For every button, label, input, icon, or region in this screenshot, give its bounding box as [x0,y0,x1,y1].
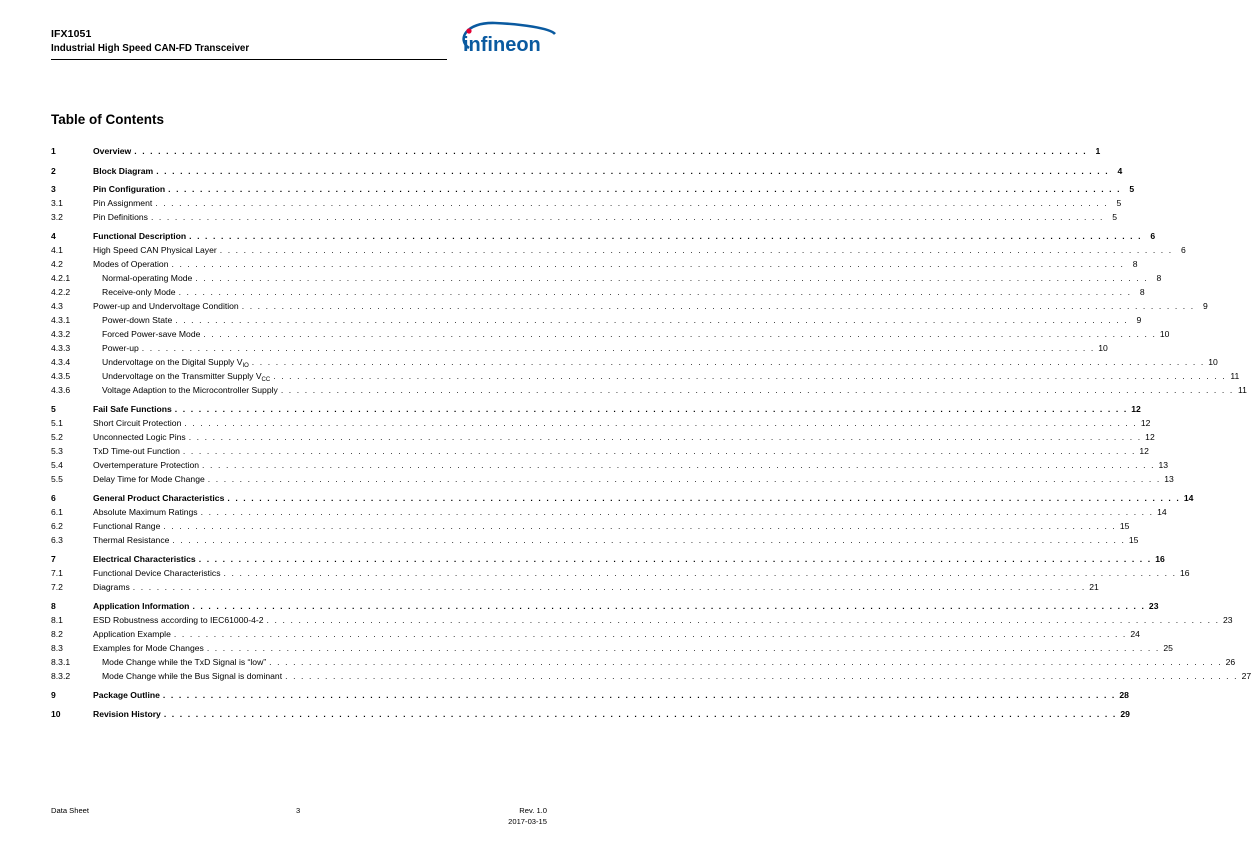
toc-entry-page: 28 [1119,690,1129,700]
toc-entry-title: Examples for Mode Changes [93,643,204,653]
toc-leader-dots: . . . . . . . . . . . . . . . . . . . . . . . . . . . . . . . . . . . . . . . . . . . . . . . . . . . . . . . . . . . . . . . . . . . . . . . . . . . . . . . . . . . . . . . . . . . . . . . . . . . . . . . . . . . . . . . . . . . . . . . . [266,615,1220,625]
toc-entry[interactable] [51,145,1101,158]
toc-entry-number: 4.3.3 [51,343,71,353]
toc-entry-page: 23 [1223,615,1233,625]
toc-entry-page: 12 [1139,446,1149,456]
toc-leader-dots: . . . . . . . . . . . . . . . . . . . . . . . . . . . . . . . . . . . . . . . . . . . . . . . . . . . . . . . . . . . . . . . . . . . . . . . . . . . . . . . . . . . . . . . . . . . . . . . . . . . . . . . . . . . . . . . . . . . . . . . . [155,198,1109,208]
toc-entry-page: 5 [1116,198,1122,208]
toc-entry[interactable] [51,230,1156,243]
toc-entry-page: 14 [1157,507,1167,517]
toc-leader-dots: . . . . . . . . . . . . . . . . . . . . . . . . . . . . . . . . . . . . . . . . . . . . . . . . . . . . . . . . . . . . . . . . . . . . . . . . . . . . . . . . . . . . . . . . . . . . . . . . . . . . . . . . . . . . . . . . . . . . . . . . [134,146,1088,156]
toc-entry[interactable] [51,370,1240,383]
toc-leader-dots: . . . . . . . . . . . . . . . . . . . . . . . . . . . . . . . . . . . . . . . . . . . . . . . . . . . . . . . . . . . . . . . . . . . . . . . . . . . . . . . . . . . . . . . . . . . . . . . . . . . . . . . . . . . . . . . . . . . . . . . . [168,184,1122,194]
toc-leader-dots: . . . . . . . . . . . . . . . . . . . . . . . . . . . . . . . . . . . . . . . . . . . . . . . . . . . . . . . . . . . . . . . . . . . . . . . . . . . . . . . . . . . . . . . . . . . . . . . . . . . . . . . . . . . . . . . . . . . . . . . . [241,301,1195,311]
toc-entry-title: Mode Change while the Bus Signal is dominant [102,671,283,681]
toc-entry-title: Undervoltage on the Transmitter Supply $V_{CC}$ [102,371,271,383]
toc-leader-dots: . . . . . . . . . . . . . . . . . . . . . . . . . . . . . . . . . . . . . . . . . . . . . . . . . . . . . . . . . . . . . . . . . . . . . . . . . . . . . . . . . . . . . . . . . . . . . . . . . . . . . . . . . . . . . . . . . . . . . . . . [251,357,1205,367]
toc-entry-title: Modes of Operation [93,259,169,269]
toc-entry-title: Absolute Maximum Ratings [93,507,198,517]
toc-entry-number: 4.3.4 [51,357,71,367]
toc-entry[interactable] [51,656,1236,669]
toc-entry-number: 3.1 [51,198,63,208]
toc-entry[interactable] [51,314,1142,327]
toc-entry-title: Pin Definitions [93,212,148,222]
toc-entry-number: 5.3 [51,446,63,456]
toc-leader-dots: . . . . . . . . . . . . . . . . . . . . . . . . . . . . . . . . . . . . . . . . . . . . . . . . . . . . . . . . . . . . . . . . . . . . . . . . . . . . . . . . . . . . . . . . . . . . . . . . . . . . . . . . . . . . . . . . . . . . . . . . [178,287,1132,297]
toc-entry[interactable] [51,431,1155,444]
toc-entry-title: Power-up and Undervoltage Condition [93,301,239,311]
toc-entry-number: 4 [51,231,56,241]
toc-entry-title: Delay Time for Mode Change [93,474,205,484]
toc-entry-number: 8.3.1 [51,657,71,667]
toc-entry-number: 5.1 [51,418,63,428]
toc-entry-page: 10 [1208,357,1218,367]
toc-entry[interactable] [51,445,1149,458]
toc-leader-dots: . . . . . . . . . . . . . . . . . . . . . . . . . . . . . . . . . . . . . . . . . . . . . . . . . . . . . . . . . . . . . . . . . . . . . . . . . . . . . . . . . . . . . . . . . . . . . . . . . . . . . . . . . . . . . . . . . . . . . . . . [219,245,1173,255]
toc-entry[interactable] [51,417,1151,430]
toc-entry-title: Thermal Resistance [93,535,170,545]
toc-entry[interactable] [51,183,1135,196]
toc-entry-title: Pin Assignment [93,198,153,208]
toc-leader-dots: . . . . . . . . . . . . . . . . . . . . . . . . . . . . . . . . . . . . . . . . . . . . . . . . . . . . . . . . . . . . . . . . . . . . . . . . . . . . . . . . . . . . . . . . . . . . . . . . . . . . . . . . . . . . . . . . . . . . . . . . [175,315,1129,325]
footer-revision: Rev. 1.0 [519,806,547,815]
toc-entry[interactable] [51,567,1190,580]
toc-leader-dots: . . . . . . . . . . . . . . . . . . . . . . . . . . . . . . . . . . . . . . . . . . . . . . . . . . . . . . . . . . . . . . . . . . . . . . . . . . . . . . . . . . . . . . . . . . . . . . . . . . . . . . . . . . . . . . . . . . . . . . . . [202,460,1156,470]
toc-entry-title: Receive-only Mode [102,287,176,297]
toc-leader-dots: . . . . . . . . . . . . . . . . . . . . . . . . . . . . . . . . . . . . . . . . . . . . . . . . . . . . . . . . . . . . . . . . . . . . . . . . . . . . . . . . . . . . . . . . . . . . . . . . . . . . . . . . . . . . . . . . . . . . . . . . [173,629,1127,639]
toc-leader-dots: . . . . . . . . . . . . . . . . . . . . . . . . . . . . . . . . . . . . . . . . . . . . . . . . . . . . . . . . . . . . . . . . . . . . . . . . . . . . . . . . . . . . . . . . . . . . . . . . . . . . . . . . . . . . . . . . . . . . . . . . [195,273,1149,283]
toc-entry-title: Application Example [93,629,171,639]
toc-entry-title: Unconnected Logic Pins [93,432,186,442]
toc-entry-number: 3.2 [51,212,63,222]
toc-entry[interactable] [51,520,1130,533]
toc-entry-title: Pin Configuration [93,184,166,194]
toc-entry-number: 8.3 [51,643,63,653]
toc-entry-page: 6 [1150,231,1156,241]
toc-entry-page: 15 [1128,535,1139,545]
toc-entry-page: 29 [1120,709,1130,719]
toc-entry-number: 7.2 [51,582,63,592]
toc-leader-dots: . . . . . . . . . . . . . . . . . . . . . . . . . . . . . . . . . . . . . . . . . . . . . . . . . . . . . . . . . . . . . . . . . . . . . . . . . . . . . . . . . . . . . . . . . . . . . . . . . . . . . . . . . . . . . . . . . . . . . . . . [280,385,1234,395]
toc-entry-number: 5.2 [51,432,63,442]
toc-entry-page: 16 [1155,554,1165,564]
toc-entry[interactable] [51,356,1218,369]
toc-entry-page: 9 [1202,301,1208,311]
toc-entry-page: 1 [1095,146,1101,156]
toc-entry[interactable] [51,670,1251,683]
toc-entry-number: 4.3.6 [51,385,71,395]
toc-entry[interactable] [51,211,1117,224]
toc-entry-title: Voltage Adaption to the Microcontroller Supply [102,385,278,395]
toc-entry-title: Mode Change while the TxD Signal is “low” [102,657,267,667]
toc-entry[interactable] [51,328,1170,341]
toc-entry-page: 10 [1159,329,1170,339]
toc-leader-dots: . . . . . . . . . . . . . . . . . . . . . . . . . . . . . . . . . . . . . . . . . . . . . . . . . . . . . . . . . . . . . . . . . . . . . . . . . . . . . . . . . . . . . . . . . . . . . . . . . . . . . . . . . . . . . . . . . . . . . . . . [223,568,1177,578]
toc-leader-dots: . . . . . . . . . . . . . . . . . . . . . . . . . . . . . . . . . . . . . . . . . . . . . . . . . . . . . . . . . . . . . . . . . . . . . . . . . . . . . . . . . . . . . . . . . . . . . . . . . . . . . . . . . . . . . . . . . . . . . . . . [141,343,1095,353]
toc-leader-dots: . . . . . . . . . . . . . . . . . . . . . . . . . . . . . . . . . . . . . . . . . . . . . . . . . . . . . . . . . . . . . . . . . . . . . . . . . . . . . . . . . . . . . . . . . . . . . . . . . . . . . . . . . . . . . . . . . . . . . . . . [150,212,1104,222]
toc-entry[interactable] [51,581,1099,594]
toc-entry-page: 16 [1180,568,1190,578]
toc-entry-number: 9 [51,690,56,700]
toc-leader-dots: . . . . . . . . . . . . . . . . . . . . . . . . . . . . . . . . . . . . . . . . . . . . . . . . . . . . . . . . . . . . . . . . . . . . . . . . . . . . . . . . . . . . . . . . . . . . . . . . . . . . . . . . . . . . . . . . . . . . . . . . [206,643,1160,653]
toc-entry[interactable] [51,506,1167,519]
toc-entry[interactable] [51,628,1140,641]
toc-leader-dots: . . . . . . . . . . . . . . . . . . . . . . . . . . . . . . . . . . . . . . . . . . . . . . . . . . . . . . . . . . . . . . . . . . . . . . . . . . . . . . . . . . . . . . . . . . . . . . . . . . . . . . . . . . . . . . . . . . . . . . . . [162,690,1116,700]
toc-entry[interactable] [51,165,1123,178]
toc-entry[interactable] [51,553,1165,566]
toc-entry-number: 8.1 [51,615,63,625]
toc-entry-title: Electrical Characteristics [93,554,196,564]
toc-leader-dots: . . . . . . . . . . . . . . . . . . . . . . . . . . . . . . . . . . . . . . . . . . . . . . . . . . . . . . . . . . . . . . . . . . . . . . . . . . . . . . . . . . . . . . . . . . . . . . . . . . . . . . . . . . . . . . . . . . . . . . . . [198,554,1152,564]
toc-entry[interactable] [51,473,1174,486]
toc-entry-number: 3 [51,184,56,194]
toc-entry-page: 6 [1180,245,1186,255]
toc-entry-number: 6 [51,493,56,503]
toc-entry-title: TxD Time-out Function [93,446,180,456]
toc-entry-page: 26 [1225,657,1236,667]
toc-entry-page: 25 [1163,643,1173,653]
toc-entry[interactable] [51,708,1130,721]
toc-entry-page: 12 [1145,432,1155,442]
toc-entry[interactable] [51,272,1162,285]
toc-entry-number: 4.2.2 [51,287,71,297]
toc-leader-dots: . . . . . . . . . . . . . . . . . . . . . . . . . . . . . . . . . . . . . . . . . . . . . . . . . . . . . . . . . . . . . . . . . . . . . . . . . . . . . . . . . . . . . . . . . . . . . . . . . . . . . . . . . . . . . . . . . . . . . . . . [192,601,1146,611]
toc-entry-number: 8 [51,601,56,611]
toc-entry-page: 9 [1136,315,1142,325]
toc-leader-dots: . . . . . . . . . . . . . . . . . . . . . . . . . . . . . . . . . . . . . . . . . . . . . . . . . . . . . . . . . . . . . . . . . . . . . . . . . . . . . . . . . . . . . . . . . . . . . . . . . . . . . . . . . . . . . . . . . . . . . . . . [163,521,1117,531]
toc-entry[interactable] [51,286,1145,299]
toc-leader-dots: . . . . . . . . . . . . . . . . . . . . . . . . . . . . . . . . . . . . . . . . . . . . . . . . . . . . . . . . . . . . . . . . . . . . . . . . . . . . . . . . . . . . . . . . . . . . . . . . . . . . . . . . . . . . . . . . . . . . . . . . [174,404,1128,414]
toc-entry-number: 8.3.2 [51,671,71,681]
toc-entry-number: 4.2.1 [51,273,71,283]
toc-leader-dots: . . . . . . . . . . . . . . . . . . . . . . . . . . . . . . . . . . . . . . . . . . . . . . . . . . . . . . . . . . . . . . . . . . . . . . . . . . . . . . . . . . . . . . . . . . . . . . . . . . . . . . . . . . . . . . . . . . . . . . . . [200,507,1154,517]
footer-doc-type: Data Sheet [51,806,89,815]
toc-entry-number: 7 [51,554,56,564]
toc-entry-page: 21 [1089,582,1099,592]
toc-entry[interactable] [51,492,1194,505]
toc-entry-page: 14 [1183,493,1194,503]
toc-entry-page: 4 [1117,166,1123,176]
toc-entry-page: 11 [1230,371,1240,381]
toc-entry-title: Normal-operating Mode [102,273,193,283]
header-product: IFX1051 [51,28,92,40]
toc-entry-title: General Product Characteristics [93,493,225,503]
toc-entry-page: 12 [1140,418,1151,428]
toc-entry-number: 7.1 [51,568,63,578]
toc-entry[interactable] [51,534,1139,547]
toc-entry-number: 6.1 [51,507,63,517]
toc-entry-page: 13 [1164,474,1174,484]
toc-leader-dots: . . . . . . . . . . . . . . . . . . . . . . . . . . . . . . . . . . . . . . . . . . . . . . . . . . . . . . . . . . . . . . . . . . . . . . . . . . . . . . . . . . . . . . . . . . . . . . . . . . . . . . . . . . . . . . . . . . . . . . . . [171,259,1125,269]
toc-entry-title: Short Circuit Protection [93,418,182,428]
toc-entry[interactable] [51,244,1186,257]
toc-entry[interactable] [51,403,1141,416]
footer-page-number: 3 [296,806,301,815]
toc-leader-dots: . . . . . . . . . . . . . . . . . . . . . . . . . . . . . . . . . . . . . . . . . . . . . . . . . . . . . . . . . . . . . . . . . . . . . . . . . . . . . . . . . . . . . . . . . . . . . . . . . . . . . . . . . . . . . . . . . . . . . . . . [189,231,1143,241]
toc-entry[interactable] [51,197,1122,210]
toc-entry-title: Diagrams [93,582,130,592]
footer-date: 2017-03-15 [508,817,547,826]
toc-heading: Table of Contents [51,112,164,127]
infineon-logo [455,18,560,60]
toc-entry[interactable] [51,258,1138,271]
toc-entry-title: Functional Device Characteristics [93,568,221,578]
toc-entry-number: 10 [51,709,61,719]
toc-leader-dots: . . . . . . . . . . . . . . . . . . . . . . . . . . . . . . . . . . . . . . . . . . . . . . . . . . . . . . . . . . . . . . . . . . . . . . . . . . . . . . . . . . . . . . . . . . . . . . . . . . . . . . . . . . . . . . . . . . . . . . . . [156,166,1110,176]
toc-entry-page: 23 [1148,601,1159,611]
toc-entry-page: 24 [1130,629,1140,639]
toc-entry-number: 5 [51,404,56,414]
toc-leader-dots: . . . . . . . . . . . . . . . . . . . . . . . . . . . . . . . . . . . . . . . . . . . . . . . . . . . . . . . . . . . . . . . . . . . . . . . . . . . . . . . . . . . . . . . . . . . . . . . . . . . . . . . . . . . . . . . . . . . . . . . . [163,709,1117,719]
toc-entry[interactable] [51,614,1233,627]
toc-entry-title: High Speed CAN Physical Layer [93,245,217,255]
toc-entry-title: Overtemperature Protection [93,460,200,470]
toc-entry-title: Fail Safe Functions [93,404,172,414]
toc-entry-page: 10 [1098,343,1108,353]
toc-entry-number: 4.3.1 [51,315,71,325]
toc-entry-title: Forced Power-save Mode [102,329,201,339]
toc-entry[interactable] [51,642,1173,655]
toc-entry[interactable] [51,384,1247,397]
toc-entry-number: 4.3.2 [51,329,71,339]
toc-entry-page: 12 [1131,404,1141,414]
toc-entry-title: Block Diagram [93,166,154,176]
toc-entry[interactable] [51,689,1129,702]
toc-entry-title: Functional Description [93,231,187,241]
toc-entry[interactable] [51,459,1169,472]
logo-wordmark: infineon [463,34,541,56]
toc-leader-dots: . . . . . . . . . . . . . . . . . . . . . . . . . . . . . . . . . . . . . . . . . . . . . . . . . . . . . . . . . . . . . . . . . . . . . . . . . . . . . . . . . . . . . . . . . . . . . . . . . . . . . . . . . . . . . . . . . . . . . . . . [132,582,1086,592]
toc-entry-title: ESD Robustness according to IEC61000-4-2 [93,615,264,625]
toc-entry-title: Application Information [93,601,190,611]
toc-entry-title: Revision History [93,709,161,719]
toc-entry-page: 8 [1139,287,1145,297]
toc-entry-page: 11 [1237,385,1247,395]
toc-entry-number: 1 [51,146,56,156]
toc-entry-page: 13 [1158,460,1169,470]
toc-entry-number: 5.4 [51,460,63,470]
toc-entry-number: 6.3 [51,535,63,545]
toc-entry-number: 4.3 [51,301,63,311]
toc-entry-page: 5 [1129,184,1135,194]
toc-leader-dots: . . . . . . . . . . . . . . . . . . . . . . . . . . . . . . . . . . . . . . . . . . . . . . . . . . . . . . . . . . . . . . . . . . . . . . . . . . . . . . . . . . . . . . . . . . . . . . . . . . . . . . . . . . . . . . . . . . . . . . . . [269,657,1223,667]
toc-entry-number: 8.2 [51,629,63,639]
toc-leader-dots: . . . . . . . . . . . . . . . . . . . . . . . . . . . . . . . . . . . . . . . . . . . . . . . . . . . . . . . . . . . . . . . . . . . . . . . . . . . . . . . . . . . . . . . . . . . . . . . . . . . . . . . . . . . . . . . . . . . . . . . . [285,671,1239,681]
toc-leader-dots: . . . . . . . . . . . . . . . . . . . . . . . . . . . . . . . . . . . . . . . . . . . . . . . . . . . . . . . . . . . . . . . . . . . . . . . . . . . . . . . . . . . . . . . . . . . . . . . . . . . . . . . . . . . . . . . . . . . . . . . . [172,535,1126,545]
toc-entry-number: 4.1 [51,245,63,255]
toc-entry-title: Overview [93,146,132,156]
toc-entry-number: 5.5 [51,474,63,484]
toc-entry[interactable] [51,300,1208,313]
toc-entry-title: Power-up [102,343,139,353]
toc-entry-number: 6.2 [51,521,63,531]
toc-entry-number: 2 [51,166,56,176]
toc-entry-page: 8 [1156,273,1162,283]
header-subtitle: Industrial High Speed CAN-FD Transceiver [51,43,250,54]
toc-leader-dots: . . . . . . . . . . . . . . . . . . . . . . . . . . . . . . . . . . . . . . . . . . . . . . . . . . . . . . . . . . . . . . . . . . . . . . . . . . . . . . . . . . . . . . . . . . . . . . . . . . . . . . . . . . . . . . . . . . . . . . . . [273,371,1227,381]
toc-entry-title: Power-down State [102,315,173,325]
toc-entry-page: 15 [1119,521,1130,531]
header-rule [51,59,447,60]
toc-entry[interactable] [51,600,1159,613]
toc-leader-dots: . . . . . . . . . . . . . . . . . . . . . . . . . . . . . . . . . . . . . . . . . . . . . . . . . . . . . . . . . . . . . . . . . . . . . . . . . . . . . . . . . . . . . . . . . . . . . . . . . . . . . . . . . . . . . . . . . . . . . . . . [227,493,1181,503]
toc-entry-number: 4.2 [51,259,63,269]
toc-entry-number: 4.3.5 [51,371,71,381]
toc-leader-dots: . . . . . . . . . . . . . . . . . . . . . . . . . . . . . . . . . . . . . . . . . . . . . . . . . . . . . . . . . . . . . . . . . . . . . . . . . . . . . . . . . . . . . . . . . . . . . . . . . . . . . . . . . . . . . . . . . . . . . . . . [203,329,1157,339]
toc-entry-title: Package Outline [93,690,160,700]
toc-entry-page: 27 [1241,671,1251,681]
toc-entry-title: Functional Range [93,521,161,531]
toc-leader-dots: . . . . . . . . . . . . . . . . . . . . . . . . . . . . . . . . . . . . . . . . . . . . . . . . . . . . . . . . . . . . . . . . . . . . . . . . . . . . . . . . . . . . . . . . . . . . . . . . . . . . . . . . . . . . . . . . . . . . . . . . [207,474,1161,484]
toc-entry-page: 8 [1132,259,1138,269]
toc-leader-dots: . . . . . . . . . . . . . . . . . . . . . . . . . . . . . . . . . . . . . . . . . . . . . . . . . . . . . . . . . . . . . . . . . . . . . . . . . . . . . . . . . . . . . . . . . . . . . . . . . . . . . . . . . . . . . . . . . . . . . . . . [182,446,1136,456]
toc-entry[interactable] [51,342,1108,355]
toc-leader-dots: . . . . . . . . . . . . . . . . . . . . . . . . . . . . . . . . . . . . . . . . . . . . . . . . . . . . . . . . . . . . . . . . . . . . . . . . . . . . . . . . . . . . . . . . . . . . . . . . . . . . . . . . . . . . . . . . . . . . . . . . [188,432,1142,442]
toc-entry-page: 5 [1112,212,1117,222]
toc-leader-dots: . . . . . . . . . . . . . . . . . . . . . . . . . . . . . . . . . . . . . . . . . . . . . . . . . . . . . . . . . . . . . . . . . . . . . . . . . . . . . . . . . . . . . . . . . . . . . . . . . . . . . . . . . . . . . . . . . . . . . . . . [184,418,1138,428]
toc-entry-title: Undervoltage on the Digital Supply $V_{IO}$ [102,357,249,369]
